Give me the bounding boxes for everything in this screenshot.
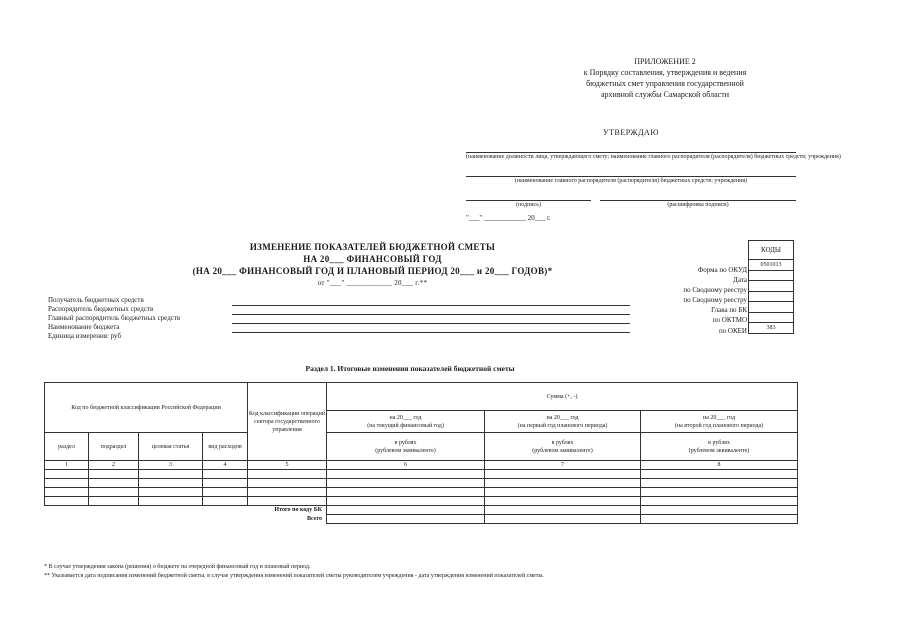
unit-6-sub: (рублевом эквиваленте) bbox=[375, 447, 436, 454]
col-subsection: подраздел bbox=[89, 433, 139, 461]
signature-caption: (подпись) bbox=[516, 202, 541, 208]
table-row bbox=[45, 479, 798, 488]
year-3-header bbox=[641, 411, 798, 433]
total-row bbox=[45, 515, 798, 524]
code-oktmo bbox=[749, 312, 794, 323]
label-oktmo: по ОКТМО bbox=[712, 316, 747, 324]
appendix-line-3: архивной службы Самарской области bbox=[601, 90, 729, 99]
table-row bbox=[45, 488, 798, 497]
field-manager-label: Распорядитель бюджетных средств bbox=[48, 305, 154, 313]
year-3-sub: (на второй год планового периода) bbox=[674, 422, 764, 429]
field-budget-line bbox=[232, 332, 630, 333]
signature-name-line bbox=[600, 200, 796, 201]
unit-col-7 bbox=[485, 433, 641, 461]
col-number: 8 bbox=[641, 461, 798, 470]
unit-7-label: в рублях bbox=[551, 439, 574, 446]
appendix-title: ПРИЛОЖЕНИЕ 2 bbox=[634, 57, 696, 66]
field-chief-manager-label: Главный распорядитель бюджетных средств bbox=[48, 314, 181, 322]
col-number: 5 bbox=[248, 461, 327, 470]
table-row-numbers bbox=[45, 461, 798, 470]
appendix-line-1: к Порядку составления, утверждения и ведения bbox=[583, 68, 747, 77]
col-number: 3 bbox=[139, 461, 203, 470]
col-section: раздел bbox=[45, 433, 89, 461]
unit-7-sub: (рублевом эквиваленте) bbox=[532, 447, 593, 454]
year-1-sub: (на текущий финансовый год) bbox=[367, 422, 444, 429]
signature-name-caption: (расшифровка подписи) bbox=[667, 202, 729, 208]
code-okei: 383 bbox=[749, 323, 794, 334]
title-date: от "___" ____________ 20___ г.** bbox=[317, 279, 428, 287]
field-recipient-line bbox=[232, 305, 630, 306]
unit-6-label: в рублях bbox=[394, 439, 417, 446]
total-bk-label: Итого по коду БК bbox=[45, 506, 327, 515]
col-number: 2 bbox=[89, 461, 139, 470]
title-line-3: (НА 20___ ФИНАНСОВЫЙ ГОД И ПЛАНОВЫЙ ПЕРИОД 20___ и 20___ ГОДОВ)* bbox=[192, 266, 553, 276]
code-registry-2 bbox=[749, 291, 794, 302]
code-bk bbox=[749, 302, 794, 313]
col-target-item: целевая статья bbox=[139, 433, 203, 461]
code-date bbox=[749, 270, 794, 281]
total-label: Всего bbox=[45, 515, 327, 524]
col-number: 1 bbox=[45, 461, 89, 470]
year-2-label: на 20___ год bbox=[546, 414, 579, 421]
year-3-label: на 20___ год bbox=[702, 414, 736, 421]
year-1-header bbox=[327, 411, 485, 433]
title-line-2: НА 20___ ФИНАНСОВЫЙ ГОД bbox=[303, 254, 442, 264]
appendix-line-2: бюджетных смет управления государственной bbox=[586, 79, 744, 88]
code-okud: 0501013 bbox=[749, 260, 794, 271]
field-unit-label: Единица измерения: руб bbox=[48, 332, 122, 340]
year-1-label: на 20___ год bbox=[389, 414, 422, 421]
approval-line-2 bbox=[466, 176, 796, 177]
unit-8-sub: (рублевом эквиваленте) bbox=[688, 447, 750, 454]
code-registry-1 bbox=[749, 281, 794, 292]
col-number: 4 bbox=[203, 461, 248, 470]
approval-caption-2: (наименование главного распорядителя (распорядителя) бюджетных средств; учреждения) bbox=[514, 178, 748, 184]
col-number: 6 bbox=[327, 461, 485, 470]
approval-heading: УТВЕРЖДАЮ bbox=[602, 128, 660, 137]
sum-header: Сумма (+, -) bbox=[327, 383, 798, 411]
codes-table bbox=[748, 240, 794, 334]
field-recipient-label: Получатель бюджетных средств bbox=[48, 296, 144, 304]
approval-line-1 bbox=[466, 152, 796, 153]
unit-col-6 bbox=[327, 433, 485, 461]
total-bk-row bbox=[45, 506, 798, 515]
field-manager-line bbox=[232, 314, 630, 315]
kosgu-header: Код классификации операций сектора государственного управления bbox=[248, 383, 327, 461]
appendix-block bbox=[560, 56, 770, 100]
footnote-1: * В случае утверждения закона (решения) о бюджете на очередной финансовый год и плановый период. bbox=[44, 564, 311, 570]
label-registry-1: по Сводному реестру bbox=[683, 286, 747, 294]
label-registry-2: по Сводному реестру bbox=[683, 296, 747, 304]
year-2-sub: (на первый год планового периода) bbox=[517, 422, 608, 429]
main-table bbox=[44, 382, 798, 524]
field-chief-manager-line bbox=[232, 323, 630, 324]
col-number: 7 bbox=[485, 461, 641, 470]
title-line-1: ИЗМЕНЕНИЕ ПОКАЗАТЕЛЕЙ БЮДЖЕТНОЙ СМЕТЫ bbox=[249, 242, 496, 252]
codes-header: КОДЫ bbox=[749, 241, 794, 260]
label-date: Дата bbox=[733, 276, 747, 284]
label-okei: по ОКЕИ bbox=[718, 327, 747, 335]
unit-col-8 bbox=[641, 433, 798, 461]
label-bk: Глава по БК bbox=[711, 306, 747, 314]
label-okud: Форма по ОКУД bbox=[697, 266, 747, 274]
year-2-header bbox=[485, 411, 641, 433]
table-row bbox=[45, 470, 798, 479]
table-row bbox=[45, 497, 798, 506]
unit-8-label: в рублях bbox=[708, 439, 730, 446]
bk-header: Код по бюджетной классификации Российской Федерации bbox=[45, 383, 248, 433]
approval-date: "___" ____________ 20___ г. bbox=[466, 214, 551, 222]
document-title bbox=[150, 241, 595, 289]
col-expense-type: вид расходов bbox=[203, 433, 248, 461]
section-title: Раздел 1. Итоговые изменения показателей бюджетной сметы bbox=[305, 364, 515, 373]
footnote-2: ** Указывается дата подписания изменений бюджетной сметы, в случае утверждения изменений показателей сметы руководителем учреждения - дата утверждения изменений показателей сметы. bbox=[44, 573, 544, 579]
approval-caption-1: (наименование должности лица, утверждающего смету; наименование главного распорядителя (распорядителя) бюджетных средств; учреждения) bbox=[466, 154, 841, 160]
signature-line bbox=[466, 200, 591, 201]
field-budget-label: Наименование бюджета bbox=[48, 323, 120, 331]
